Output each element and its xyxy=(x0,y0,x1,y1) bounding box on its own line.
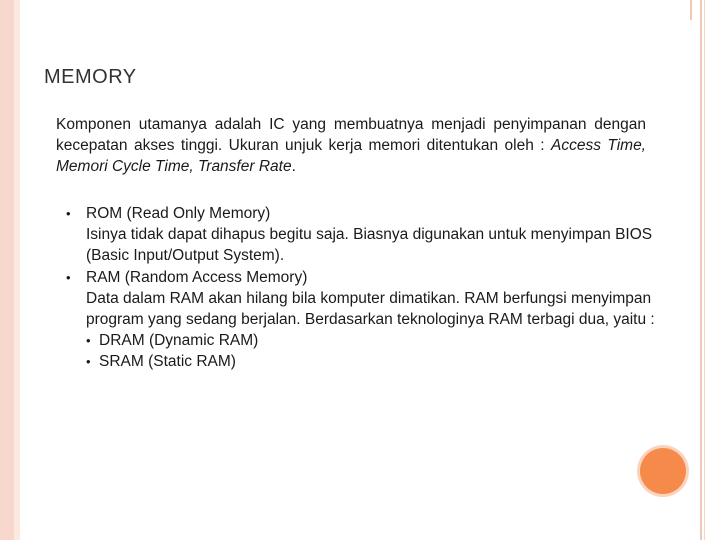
intro-italic-terms: Access Time, Memori Cycle Time, Transfer Rate xyxy=(56,137,646,175)
rom-heading: ROM (Read Only Memory) xyxy=(86,205,271,222)
bullet-icon: • xyxy=(86,333,91,349)
rom-description: Isinya tidak dapat dihapus begitu saja. Biasnya digunakan untuk menyimpan BIOS (Basic Input/Output System). xyxy=(86,226,653,265)
slide-title: MEMORY xyxy=(44,66,137,88)
sub-item-sram xyxy=(86,351,656,372)
right-decorative-line-inner xyxy=(704,0,705,540)
sub-item-dram xyxy=(86,330,656,351)
intro-end: . xyxy=(291,158,296,175)
bullet-icon: • xyxy=(86,354,91,370)
intro-text: Komponen utamanya adalah IC yang membuatnya menjadi penyimpanan dengan kecepatan akses tinggi. Ukuran unjuk kerja memori ditentukan oleh : xyxy=(56,116,646,154)
top-right-decorative-line xyxy=(690,0,692,20)
left-decorative-bar xyxy=(0,0,14,540)
bullet-icon: • xyxy=(66,269,71,285)
left-decorative-bar-inner xyxy=(14,0,20,540)
ram-description: Data dalam RAM akan hilang bila komputer dimatikan. RAM berfungsi menyimpan program yang sedang berjalan. Berdasarkan teknologinya RAM terbagi dua, yaitu : xyxy=(86,289,655,329)
bullet-icon: • xyxy=(66,206,71,221)
sram-label: SRAM (Static RAM) xyxy=(99,353,236,371)
list-item-rom xyxy=(66,203,656,267)
intro-paragraph xyxy=(56,114,646,177)
list-item-ram xyxy=(66,267,656,373)
accent-circle xyxy=(640,448,686,494)
dram-label: DRAM (Dynamic RAM) xyxy=(99,332,259,350)
memory-types-list xyxy=(66,203,656,373)
right-decorative-line xyxy=(700,0,702,540)
ram-heading: RAM (Random Access Memory) xyxy=(86,268,308,286)
